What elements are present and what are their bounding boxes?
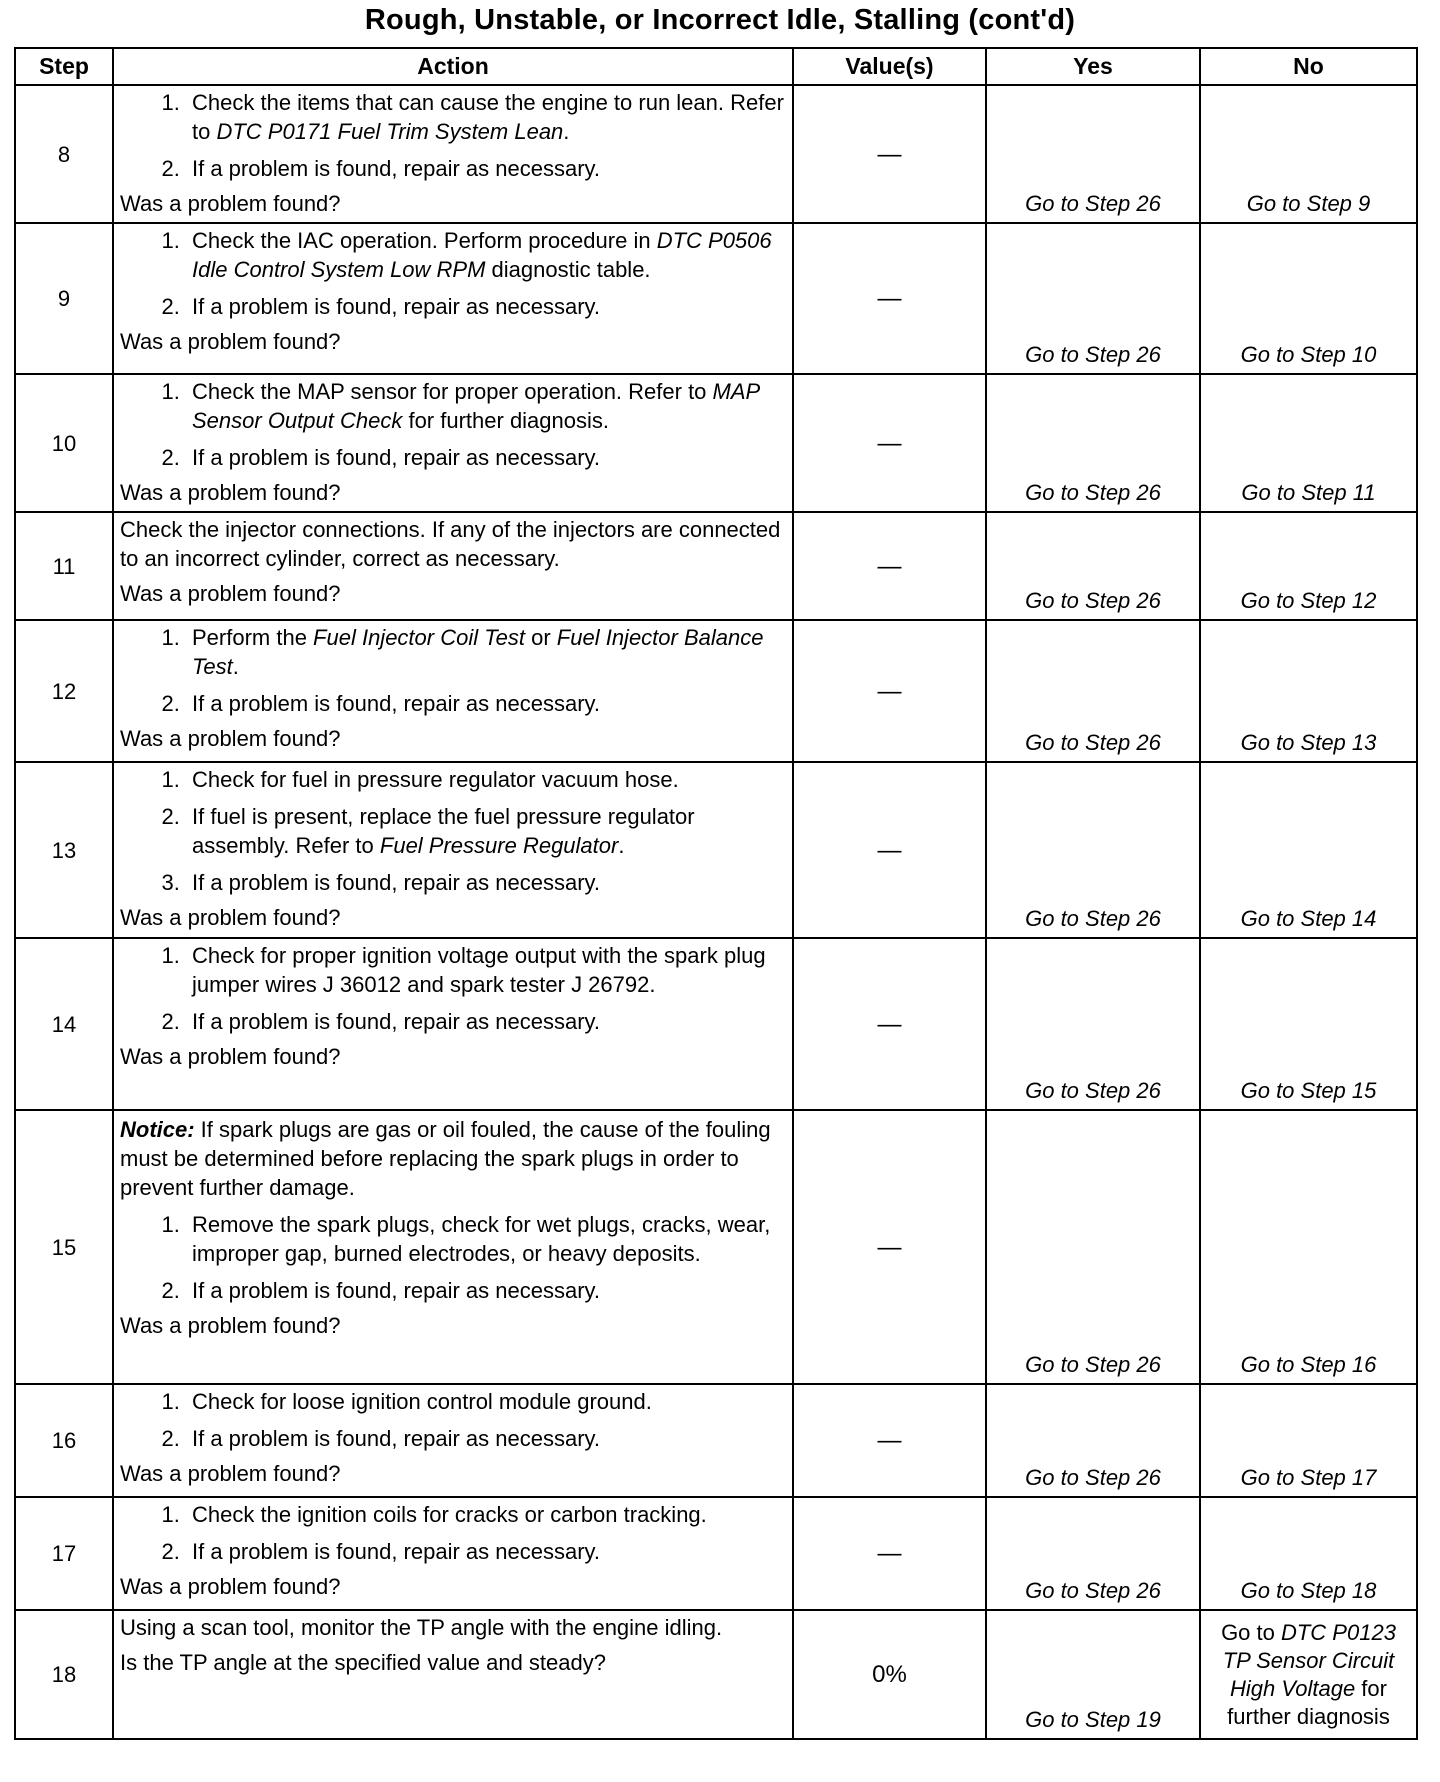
action-item: 3. If a problem is found, repair as necessary. [186, 868, 786, 897]
procedure-reference: DTC P0171 Fuel Trim System Lean [216, 119, 564, 144]
notice-paragraph: Notice: If spark plugs are gas or oil fouled, the cause of the fouling must be determined before replacing the spark plugs in order to prevent further damage. [120, 1117, 771, 1200]
value-cell: — [793, 1384, 986, 1497]
yes-result: Go to Step 26 [986, 374, 1200, 512]
table-row [15, 374, 1417, 512]
action-cell [113, 85, 793, 223]
value-cell: — [793, 938, 986, 1110]
action-item: 1. Check for proper ignition voltage output with the spark plug jumper wires J 36012 and spark tester J 26792. [186, 941, 786, 999]
value-cell: — [793, 1110, 986, 1384]
step-number: 18 [15, 1610, 113, 1739]
question-text: Was a problem found? [120, 581, 341, 606]
step-number: 9 [15, 223, 113, 374]
value-cell: — [793, 1497, 986, 1610]
diagnostic-table [14, 47, 1418, 1740]
yes-result: Go to Step 26 [986, 762, 1200, 938]
table-row [15, 1610, 1417, 1739]
header-step: Step [15, 48, 113, 85]
action-item: 2. If a problem is found, repair as necessary. [186, 154, 786, 183]
yes-result: Go to Step 26 [986, 1384, 1200, 1497]
step-number: 12 [15, 620, 113, 762]
table-row [15, 1110, 1417, 1384]
step-number: 17 [15, 1497, 113, 1610]
yes-result: Go to Step 26 [986, 1110, 1200, 1384]
action-list [120, 941, 786, 1036]
action-list [120, 1500, 786, 1566]
action-cell [113, 1384, 793, 1497]
action-item: 2. If a problem is found, repair as necessary. [186, 292, 786, 321]
table-row [15, 512, 1417, 620]
no-result: Go to DTC P0123 TP Sensor Circuit High Voltage for further diagnosis [1200, 1610, 1417, 1739]
header-yes: Yes [986, 48, 1200, 85]
action-item: 2. If a problem is found, repair as necessary. [186, 1537, 786, 1566]
action-item: 1. Perform the Fuel Injector Coil Test or Fuel Injector Balance Test. [186, 623, 786, 681]
procedure-reference: Fuel Injector Balance Test [192, 625, 764, 679]
step-number: 16 [15, 1384, 113, 1497]
table-row [15, 762, 1417, 938]
action-cell [113, 512, 793, 620]
action-cell [113, 1610, 793, 1739]
question-text: Was a problem found? [120, 1313, 341, 1338]
action-cell [113, 223, 793, 374]
action-item: 2. If fuel is present, replace the fuel pressure regulator assembly. Refer to Fuel Pressure Regulator. [186, 802, 786, 860]
procedure-reference: Fuel Pressure Regulator [379, 833, 619, 858]
yes-result: Go to Step 26 [986, 1497, 1200, 1610]
action-item: 1. Check the MAP sensor for proper operation. Refer to MAP Sensor Output Check for further diagnosis. [186, 377, 786, 435]
procedure-reference: MAP Sensor Output Check [192, 379, 760, 433]
header-action: Action [113, 48, 793, 85]
yes-result: Go to Step 26 [986, 512, 1200, 620]
header-no: No [1200, 48, 1417, 85]
yes-result: Go to Step 26 [986, 85, 1200, 223]
table-row [15, 85, 1417, 223]
yes-result: Go to Step 19 [986, 1610, 1200, 1739]
action-list [120, 623, 786, 718]
value-cell: 0% [793, 1610, 986, 1739]
step-number: 15 [15, 1110, 113, 1384]
procedure-reference: DTC P0506 Idle Control System Low RPM [192, 228, 772, 282]
notice-label: Notice: [120, 1117, 195, 1142]
header-row [15, 48, 1417, 85]
yes-result: Go to Step 26 [986, 620, 1200, 762]
table-row [15, 620, 1417, 762]
no-result: Go to Step 14 [1200, 762, 1417, 938]
action-cell [113, 1497, 793, 1610]
action-list [120, 226, 786, 321]
question-text: Is the TP angle at the specified value and steady? [120, 1650, 606, 1675]
step-number: 10 [15, 374, 113, 512]
question-text: Was a problem found? [120, 191, 341, 216]
step-number: 8 [15, 85, 113, 223]
question-text: Was a problem found? [120, 1044, 341, 1069]
action-cell [113, 620, 793, 762]
question-text: Was a problem found? [120, 1461, 341, 1486]
action-list [120, 765, 786, 897]
action-item: 2. If a problem is found, repair as necessary. [186, 689, 786, 718]
action-item: 1. Check the items that can cause the engine to run lean. Refer to DTC P0171 Fuel Trim System Lean. [186, 88, 786, 146]
no-result: Go to Step 18 [1200, 1497, 1417, 1610]
question-text: Was a problem found? [120, 1574, 341, 1599]
action-item: 1. Check for fuel in pressure regulator vacuum hose. [186, 765, 786, 794]
action-item: 2. If a problem is found, repair as necessary. [186, 443, 786, 472]
action-item: 1. Check for loose ignition control module ground. [186, 1387, 786, 1416]
no-result: Go to Step 12 [1200, 512, 1417, 620]
table-row [15, 1384, 1417, 1497]
value-cell: — [793, 512, 986, 620]
action-list [120, 1210, 786, 1305]
table-row [15, 938, 1417, 1110]
no-result: Go to Step 11 [1200, 374, 1417, 512]
procedure-reference: Fuel Injector Coil Test [313, 625, 525, 650]
action-item: 1. Check the ignition coils for cracks or carbon tracking. [186, 1500, 786, 1529]
no-result: Go to Step 17 [1200, 1384, 1417, 1497]
no-result: Go to Step 15 [1200, 938, 1417, 1110]
action-list [120, 88, 786, 183]
page-title: Rough, Unstable, or Incorrect Idle, Stalling (cont'd) [364, 4, 1076, 36]
question-text: Was a problem found? [120, 905, 341, 930]
value-cell: — [793, 85, 986, 223]
no-result: Go to Step 9 [1200, 85, 1417, 223]
value-cell: — [793, 374, 986, 512]
value-cell: — [793, 620, 986, 762]
value-cell: — [793, 223, 986, 374]
value-cell: — [793, 762, 986, 938]
action-cell [113, 762, 793, 938]
procedure-reference: DTC P0123 TP Sensor Circuit High Voltage [1222, 1619, 1396, 1701]
no-result: Go to Step 16 [1200, 1110, 1417, 1384]
header-values: Value(s) [793, 48, 986, 85]
step-number: 13 [15, 762, 113, 938]
action-cell [113, 374, 793, 512]
action-list [120, 1387, 786, 1453]
no-result: Go to Step 10 [1200, 223, 1417, 374]
action-paragraph: Check the injector connections. If any of the injectors are connected to an incorrect cylinder, correct as necessary. [120, 517, 781, 571]
action-cell [113, 938, 793, 1110]
step-number: 14 [15, 938, 113, 1110]
action-item: 2. If a problem is found, repair as necessary. [186, 1007, 786, 1036]
action-item: 1. Remove the spark plugs, check for wet plugs, cracks, wear, improper gap, burned electrodes, or heavy deposits. [186, 1210, 786, 1268]
action-paragraph: Using a scan tool, monitor the TP angle with the engine idling. [120, 1615, 723, 1640]
yes-result: Go to Step 26 [986, 938, 1200, 1110]
question-text: Was a problem found? [120, 480, 341, 505]
action-item: 1. Check the IAC operation. Perform procedure in DTC P0506 Idle Control System Low RPM diagnostic table. [186, 226, 786, 284]
action-item: 2. If a problem is found, repair as necessary. [186, 1276, 786, 1305]
yes-result: Go to Step 26 [986, 223, 1200, 374]
table-row [15, 1497, 1417, 1610]
no-result: Go to Step 13 [1200, 620, 1417, 762]
question-text: Was a problem found? [120, 329, 341, 354]
action-list [120, 377, 786, 472]
step-number: 11 [15, 512, 113, 620]
action-item: 2. If a problem is found, repair as necessary. [186, 1424, 786, 1453]
action-cell [113, 1110, 793, 1384]
table-row [15, 223, 1417, 374]
question-text: Was a problem found? [120, 726, 341, 751]
